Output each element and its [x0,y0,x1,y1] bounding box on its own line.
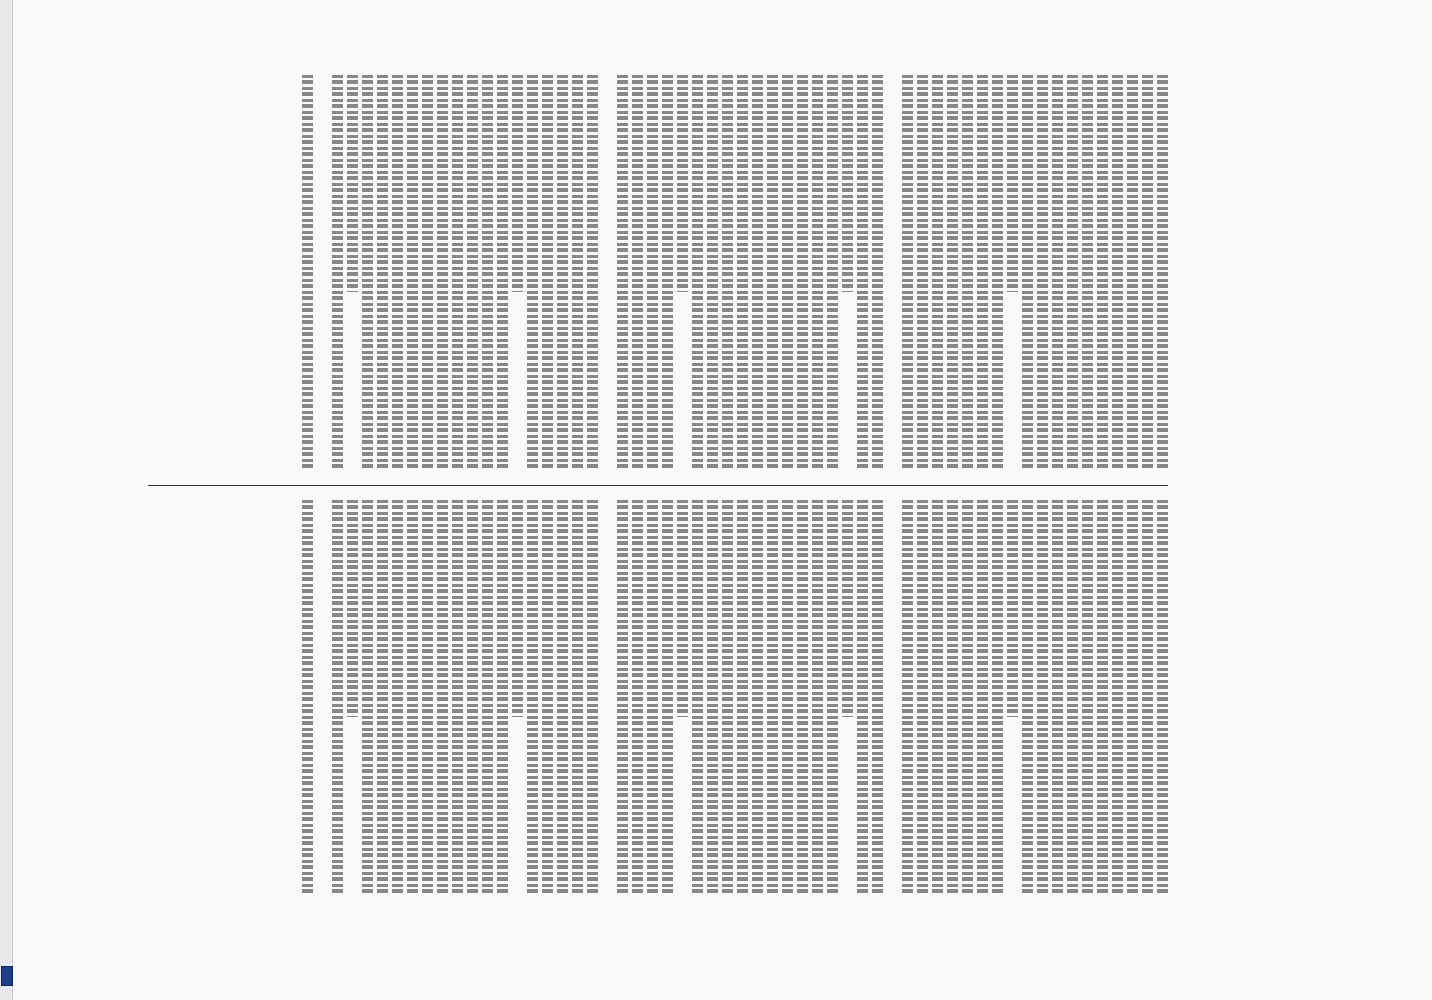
text-line [1112,500,1123,895]
text-line [437,500,448,895]
text-line [977,500,988,895]
text-line [587,500,598,895]
text-line [1082,500,1093,895]
text-line [1082,75,1093,470]
text-line [497,500,508,895]
text-line [467,500,478,895]
text-line [857,500,868,895]
text-line [1022,500,1033,895]
text-line [842,500,853,717]
text-line [557,75,568,470]
text-line [992,75,1003,470]
digitization-credit [0,0,12,1000]
text-line [1097,75,1108,470]
text-line [332,500,343,895]
text-line [302,500,313,895]
text-line [1097,500,1108,895]
text-line [527,75,538,470]
text-line [707,500,718,895]
text-line [812,75,823,470]
text-line [407,500,418,895]
text-line [1007,500,1018,717]
text-column-left [128,75,1168,470]
dfg-logo-icon [1,966,13,986]
text-line [917,500,928,895]
text-line [407,75,418,470]
text-line [677,75,688,292]
text-line [542,500,553,895]
text-line [512,500,523,717]
text-line [422,500,433,895]
text-line [452,75,463,470]
text-line [527,500,538,895]
text-line [1127,500,1138,895]
text-line [467,75,478,470]
text-line [1052,500,1063,895]
text-column-right [128,500,1168,895]
text-line [752,75,763,470]
text-line [692,500,703,895]
text-line [947,500,958,895]
text-line [767,75,778,470]
text-line [1067,75,1078,470]
text-line [557,500,568,895]
text-line [782,75,793,470]
text-line [722,75,733,470]
text-line [797,75,808,470]
text-line [1052,75,1063,470]
text-line [1037,75,1048,470]
text-line [497,75,508,470]
text-line [932,500,943,895]
text-line [827,500,838,895]
text-line [377,75,388,470]
text-line [572,75,583,470]
text-line [332,75,343,470]
text-line [677,500,688,717]
text-line [587,75,598,470]
text-line [302,75,313,470]
text-line [482,500,493,895]
text-line [872,75,883,470]
text-line [827,75,838,470]
text-line [662,500,673,895]
text-line [692,75,703,470]
text-line [947,75,958,470]
text-line [1112,75,1123,470]
text-line [512,75,523,292]
text-line [797,500,808,895]
text-line [347,75,358,292]
text-line [1142,500,1153,895]
text-line [377,500,388,895]
text-line [1127,75,1138,470]
text-line [572,500,583,895]
text-line [452,500,463,895]
rotated-page-content [112,75,1202,895]
text-line [617,75,628,470]
text-line [422,75,433,470]
text-line [632,75,643,470]
text-line [782,500,793,895]
column-divider [148,485,1168,486]
text-line [857,75,868,470]
text-line [362,500,373,895]
text-line [542,75,553,470]
text-line [977,75,988,470]
text-line [1037,500,1048,895]
text-line [392,500,403,895]
text-line [767,500,778,895]
text-line [437,75,448,470]
text-line [842,75,853,292]
text-line [962,500,973,895]
digitization-credit-strip [0,0,13,1000]
text-line [932,75,943,470]
text-line [1157,75,1168,470]
text-line [392,75,403,470]
text-line [752,500,763,895]
text-line [872,500,883,895]
text-line [722,500,733,895]
text-line [647,500,658,895]
text-line [737,75,748,470]
text-line [1157,500,1168,895]
text-line [917,75,928,470]
text-line [617,500,628,895]
text-line [902,500,913,895]
text-line [1142,75,1153,470]
text-line [1007,75,1018,292]
text-line [812,500,823,895]
text-line [1022,75,1033,470]
page-header [1172,75,1202,895]
text-line [482,75,493,470]
text-line [662,75,673,470]
text-line [1067,500,1078,895]
text-line [362,75,373,470]
text-line [992,500,1003,895]
text-line [962,75,973,470]
text-line [347,500,358,717]
text-line [737,500,748,895]
text-line [707,75,718,470]
text-line [647,75,658,470]
text-line [632,500,643,895]
text-line [902,75,913,470]
